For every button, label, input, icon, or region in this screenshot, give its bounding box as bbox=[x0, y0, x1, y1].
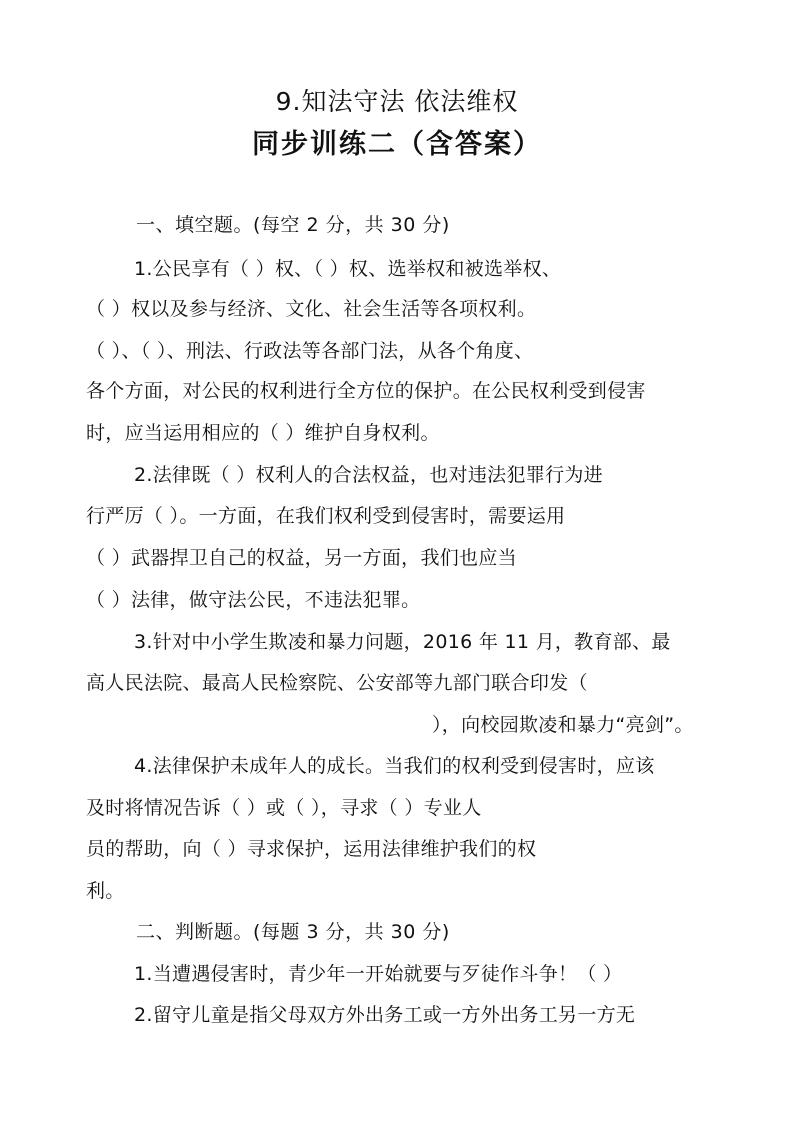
document-title: 9.知法守法 依法维权 bbox=[275, 87, 519, 116]
question-line: 各个方面，对公民的权利进行全方位的保护。在公民权利受到侵害 bbox=[86, 380, 646, 402]
question-line: 行严厉（ ）。一方面，在我们权利受到侵害时，需要运用 bbox=[86, 505, 566, 527]
question-line: （ ）权以及参与经济、文化、社会生活等各项权利。 bbox=[86, 298, 537, 320]
section-heading-fill-blank: 一、填空题。(每空 2 分，共 30 分) bbox=[136, 214, 450, 236]
question-line: 时，应当运用相应的（ ）维护自身权利。 bbox=[86, 422, 440, 444]
section-heading-true-false: 二、判断题。(每题 3 分，共 30 分) bbox=[136, 921, 450, 943]
question-line: （ ）法律，做守法公民，不违法犯罪。 bbox=[86, 589, 421, 611]
question-line: 员的帮助，向（ ）寻求保护，运用法律维护我们的权 bbox=[86, 838, 537, 860]
question-line: 2.留守儿童是指父母双方外出务工或一方外出务工另一方无 bbox=[134, 1004, 636, 1026]
document-subtitle: 同步训练二（含答案） bbox=[252, 129, 542, 160]
question-line: 高人民法院、最高人民检察院、公安部等九部门联合印发（ bbox=[86, 672, 588, 694]
question-line: 4.法律保护未成年人的成长。当我们的权利受到侵害时，应该 bbox=[134, 755, 655, 777]
question-line: （ ）、（ ）、刑法、行政法等各部门法，从各个角度、 bbox=[86, 340, 534, 362]
question-line: 2.法律既（ ）权利人的合法权益，也对违法犯罪行为进 bbox=[134, 464, 603, 486]
question-line: 1.当遭遇侵害时，青少年一开始就要与歹徒作斗争！（ ） bbox=[134, 963, 623, 985]
question-line: （ ）武器捍卫自己的权益，另一方面，我们也应当 bbox=[86, 547, 517, 569]
question-line: 3.针对中小学生欺凌和暴力问题，2016 年 11 月，教育部、最 bbox=[134, 631, 671, 653]
question-line: 1.公民享有（ ）权、（ ）权、选举权和被选举权、 bbox=[134, 258, 562, 280]
question-line: 及时将情况告诉（ ）或（ ），寻求（ ）专业人 bbox=[86, 797, 482, 819]
question-line: ），向校园欺凌和暴力“亮剑”。 bbox=[432, 714, 694, 736]
question-line: 利。 bbox=[86, 880, 125, 902]
